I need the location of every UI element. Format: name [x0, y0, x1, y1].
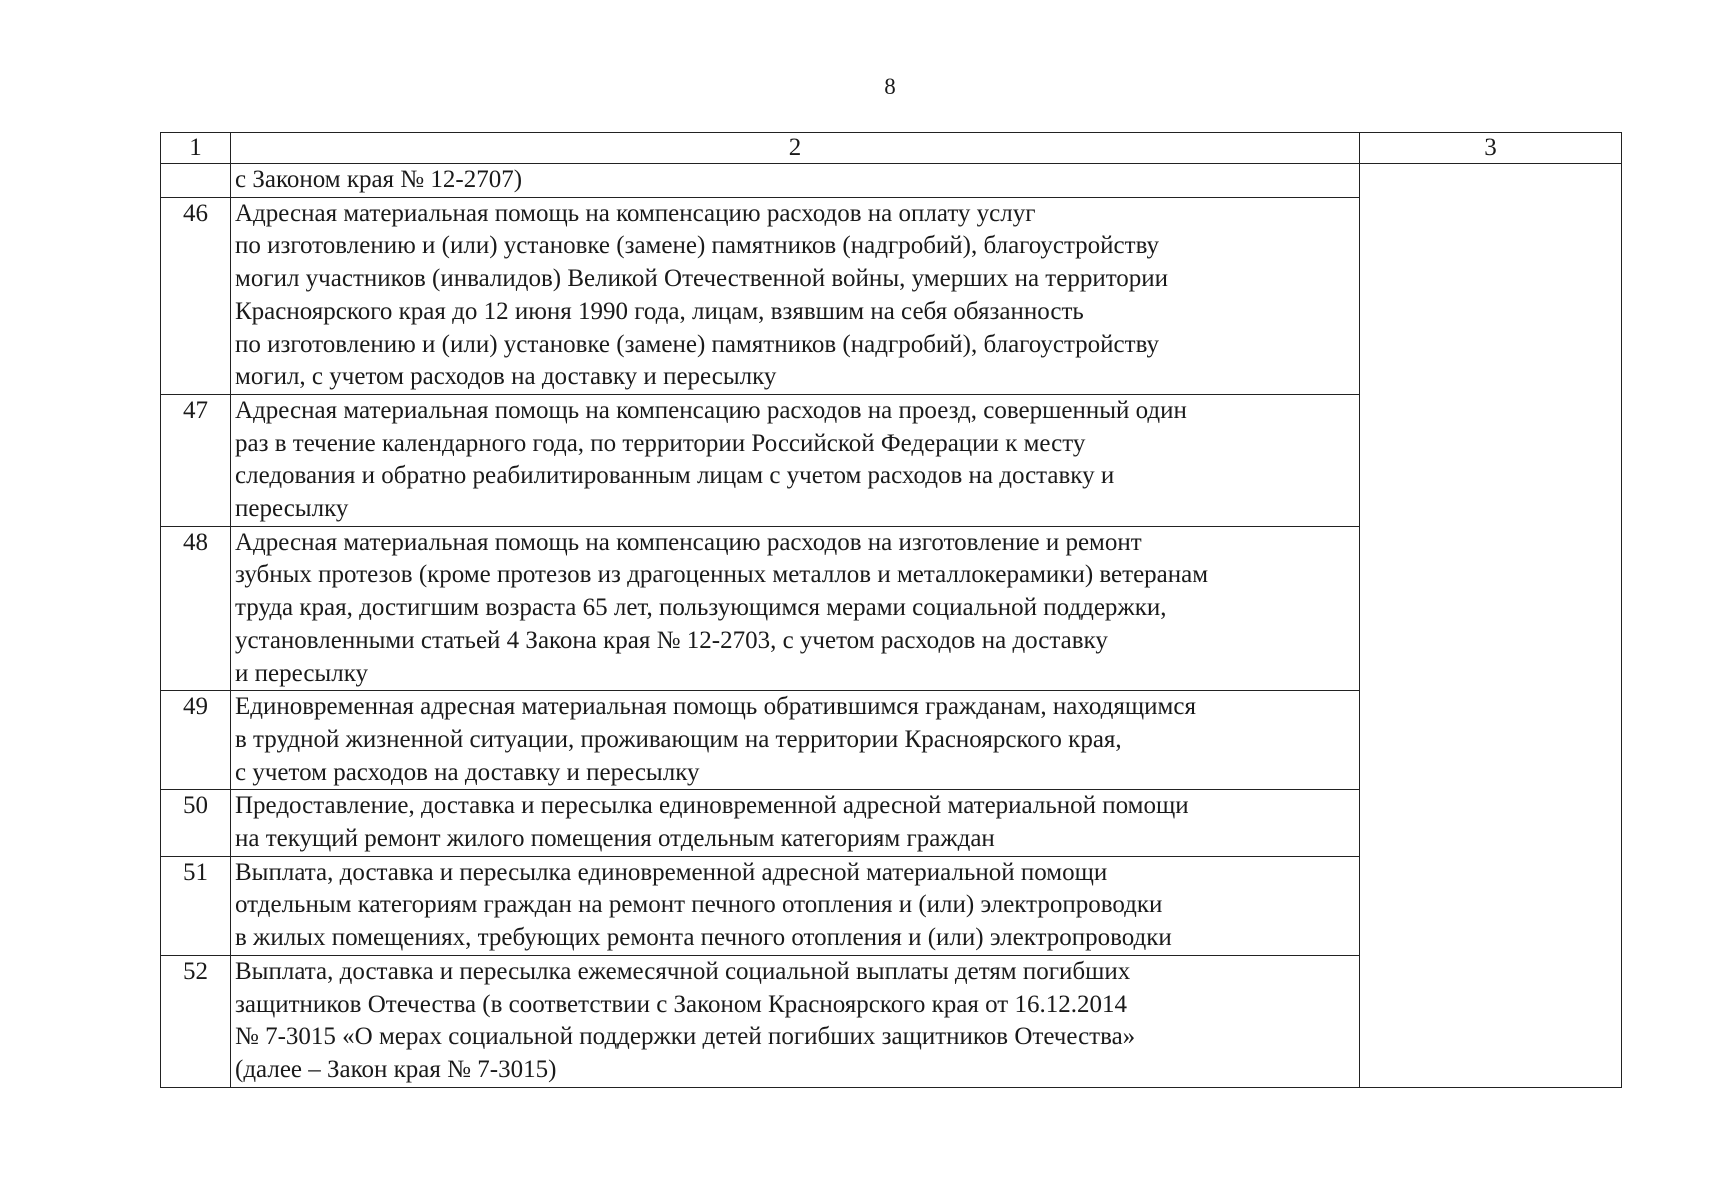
column-header-2: 2 [231, 133, 1360, 164]
row-text: Адресная материальная помощь на компенсацию расходов на оплату услуг по изготовлению и (или) установке (замене) памятников (надгробий), благоустройству могил участников (инвалидов) Великой Отечественной войны, умерших на территории Красноярского края до 12 июня 1990 года, лицам, взявшим на себя обязанность по изготовлению и (или) установке (замене) памятников (надгробий), благоустройству могил, с учетом расходов на доставку и пересылку [231, 197, 1360, 394]
row-number: 49 [161, 691, 231, 790]
row-number: 48 [161, 526, 231, 691]
table-header-row [161, 133, 1622, 164]
row-text: Выплата, доставка и пересылка единовременной адресной материальной помощи отдельным категориям граждан на ремонт печного отопления и (или) электропроводки в жилых помещениях, требующих ремонта печного отопления и (или) электропроводки [231, 856, 1360, 955]
page-number: 8 [884, 74, 896, 99]
row-text: Единовременная адресная материальная помощь обратившимся гражданам, находящимся в трудной жизненной ситуации, проживающим на территории Красноярского края, с учетом расходов на доставку и пересылку [231, 691, 1360, 790]
column-header-1: 1 [161, 133, 231, 164]
services-table [160, 132, 1622, 1088]
row-number: 46 [161, 197, 231, 394]
row-number-cell [161, 164, 231, 198]
row-number: 47 [161, 394, 231, 526]
row-text: Адресная материальная помощь на компенсацию расходов на проезд, совершенный один раз в течение календарного года, по территории Российской Федерации к месту следования и обратно реабилитированным лицам с учетом расходов на доставку и пересылку [231, 394, 1360, 526]
row-text: Адресная материальная помощь на компенсацию расходов на изготовление и ремонт зубных протезов (кроме протезов из драгоценных металлов и металлокерамики) ветеранам труда края, достигшим возраста 65 лет, пользующимся мерами социальной поддержки, установленными статьей 4 Закона края № 12-2703, с учетом расходов на доставку и пересылку [231, 526, 1360, 691]
row-text: Предоставление, доставка и пересылка единовременной адресной материальной помощи на текущий ремонт жилого помещения отдельным категориям граждан [231, 790, 1360, 856]
column-3-cell [1360, 164, 1622, 1088]
row-text: Выплата, доставка и пересылка ежемесячной социальной выплаты детям погибших защитников Отечества (в соответствии с Законом Красноярского края от 16.12.2014 № 7-3015 «О мерах социальной поддержки детей погибших защитников Отечества» (далее – Закон края № 7-3015) [231, 955, 1360, 1087]
row-number: 50 [161, 790, 231, 856]
row-number: 52 [161, 955, 231, 1087]
continuation-text: с Законом края № 12-2707) [231, 164, 1360, 198]
continuation-row [161, 164, 1622, 198]
row-number: 51 [161, 856, 231, 955]
column-header-3: 3 [1360, 133, 1622, 164]
